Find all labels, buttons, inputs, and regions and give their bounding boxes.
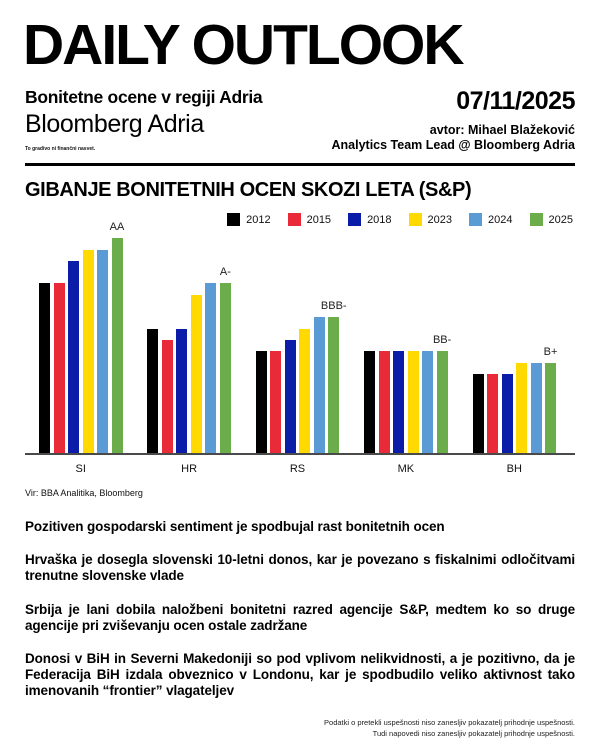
bar-BH-2015 <box>487 374 498 453</box>
bar-group-SI <box>39 221 125 475</box>
header-right <box>332 87 576 152</box>
chart-source: Vir: BBA Analitika, Bloomberg <box>25 488 143 498</box>
bar-SI-2018 <box>68 261 79 453</box>
rating-annotation-HR: A- <box>219 266 231 278</box>
bar-RS-2023 <box>299 329 310 453</box>
bar-MK-2018 <box>393 351 404 453</box>
bar-group-HR <box>147 266 231 475</box>
header <box>25 87 575 152</box>
legend-label: 2012 <box>246 213 271 226</box>
masthead-title: DAILY OUTLOOK <box>23 13 463 77</box>
x-axis-label-SI: SI <box>75 463 86 475</box>
footer-line: Podatki o pretekli uspešnosti niso zanesljiv pokazatelj prihodnje uspešnosti. <box>324 717 575 727</box>
rating-annotation-MK: BB- <box>432 334 452 346</box>
header-subtitle: Bonitetne ocene v regiji Adria <box>25 87 263 107</box>
header-left <box>25 87 262 152</box>
bar-BH-2018 <box>502 374 513 453</box>
legend-swatch-2015 <box>288 213 301 226</box>
legend-label: 2023 <box>427 213 453 226</box>
bar-MK-2024 <box>422 351 433 453</box>
bar-MK-2012 <box>364 351 375 453</box>
legend-item-2023 <box>409 213 452 226</box>
header-disclaimer: To gradivo ni finančni nasvet. <box>25 146 96 152</box>
bar-SI-2015 <box>54 283 65 453</box>
bar-RS-2024 <box>314 317 325 453</box>
bar-BH-2023 <box>516 363 527 453</box>
bar-RS-2015 <box>270 351 281 453</box>
rating-annotation-SI: AA <box>109 221 125 233</box>
bar-BH-2024 <box>531 363 542 453</box>
bar-SI-2023 <box>83 250 94 453</box>
body-paragraphs <box>25 519 575 700</box>
rating-annotation-BH: B+ <box>543 346 558 358</box>
body-paragraph: Donosi v BiH in Severni Makedoniji so pod vplivom nelikvidnosti, a je pozitivno, da je Federacija BiH izdala obveznico v Londonu, kar je spodbudilo veliko aktivnost tako imenovanih “frontier” vlagateljev <box>25 650 575 699</box>
legend-item-2012 <box>227 213 270 226</box>
bar-RS-2012 <box>256 351 267 453</box>
brand-name: Bloomberg Adria <box>25 110 204 138</box>
bar-SI-2024 <box>97 250 108 453</box>
legend-swatch-2018 <box>348 213 361 226</box>
x-axis-label-MK: MK <box>397 463 415 475</box>
bar-HR-2025 <box>219 266 231 453</box>
bar-HR-2023 <box>191 295 202 453</box>
rating-annotation-RS: BBB- <box>320 300 347 312</box>
bar-HR-2015 <box>162 340 173 453</box>
chart-section <box>25 179 575 498</box>
bar-RS-2018 <box>285 340 296 453</box>
legend-item-2015 <box>288 213 331 226</box>
legend-swatch-2023 <box>409 213 422 226</box>
body-paragraph: Pozitiven gospodarski sentiment je spodbujal rast bonitetnih ocen <box>25 519 445 534</box>
legend-item-2018 <box>348 213 391 226</box>
x-axis-label-RS: RS <box>289 463 306 475</box>
bar-SI-2025 <box>109 221 125 453</box>
bar-group-RS <box>256 300 347 475</box>
bar-SI-2012 <box>39 283 50 453</box>
legend-label: 2018 <box>367 213 392 226</box>
body-paragraph: Hrvaška je dosegla slovenski 10-letni donos, kar je povezano s fiskalnimi odločitvami trenutne slovenske vlade <box>25 552 575 584</box>
legend-label: 2015 <box>306 213 332 226</box>
bar-HR-2024 <box>205 283 216 453</box>
chart-legend <box>25 213 575 226</box>
bar-chart <box>25 221 575 475</box>
legend-swatch-2024 <box>469 213 482 226</box>
x-axis-label-HR: HR <box>181 463 198 475</box>
legend-item-2025 <box>530 213 573 226</box>
bar-group-MK <box>364 334 452 475</box>
bar-group-BH <box>473 346 558 475</box>
legend-label: 2024 <box>488 213 513 226</box>
bar-BH-2012 <box>473 374 484 453</box>
footer-line: Tudi napovedi niso zanesljiv pokazatelj prihodnje uspešnosti. <box>372 729 575 739</box>
chart-title: GIBANJE BONITETNIH OCEN SKOZI LETA (S&P) <box>25 179 472 201</box>
x-axis-label-BH: BH <box>506 463 522 475</box>
issue-date: 07/11/2025 <box>456 87 575 115</box>
bar-HR-2018 <box>176 329 187 453</box>
author-line: avtor: Mihael Blažeković <box>429 123 575 137</box>
legend-swatch-2012 <box>227 213 240 226</box>
bar-MK-2015 <box>379 351 390 453</box>
bar-BH-2025 <box>543 346 558 453</box>
legend-item-2024 <box>469 213 512 226</box>
body-paragraph: Srbija je lani dobila naložbeni bonitetni razred agencije S&P, medtem ko so druge agencije pri zviševanju ocen ostale zadržane <box>25 601 575 633</box>
header-divider <box>25 163 575 166</box>
bar-RS-2025 <box>320 300 347 453</box>
legend-label: 2025 <box>548 213 573 226</box>
footer-disclaimer <box>25 717 575 740</box>
bar-MK-2023 <box>408 351 419 453</box>
author-role: Analytics Team Lead @ Bloomberg Adria <box>331 138 575 152</box>
bar-HR-2012 <box>147 329 158 453</box>
legend-swatch-2025 <box>530 213 543 226</box>
bar-MK-2025 <box>432 334 452 453</box>
